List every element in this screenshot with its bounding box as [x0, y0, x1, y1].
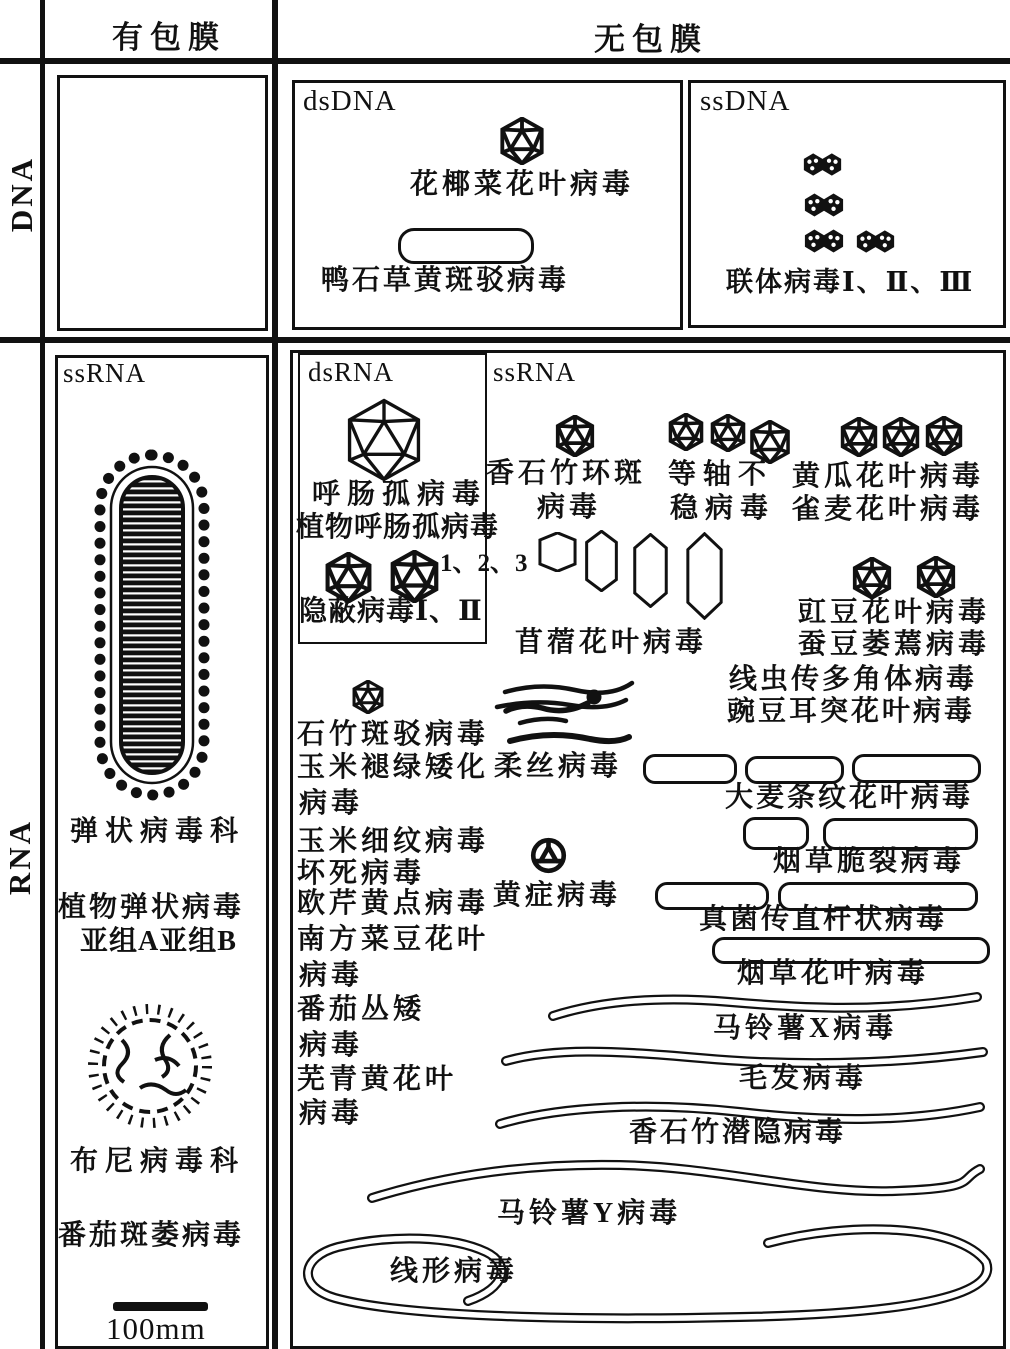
label-plant-rhabdovirus: 植物弹状病毒 — [58, 892, 245, 923]
label-tomato-bushy-stunt-line2: 病毒 — [299, 1030, 364, 1061]
label-filamentous-virus: 线形病毒 — [390, 1256, 519, 1287]
bacilliform-icons — [540, 531, 721, 618]
title-dsrna: dsRNA — [308, 357, 395, 387]
label-pea-enation-mosaic-virus: 豌豆耳突花叶病毒 — [727, 696, 976, 727]
label-subgroup-a-b: 亚组A亚组B — [80, 926, 237, 957]
label-potato-virus-y: 马铃薯Y病毒 — [497, 1198, 682, 1229]
bacilliform-capsule — [398, 228, 534, 264]
label-rhabdoviridae: 弹状病毒科 — [70, 816, 246, 847]
title-ssrna-enveloped: ssRNA — [63, 358, 147, 388]
plant-reovirus-icon — [328, 554, 370, 602]
row-label-rna: RNA — [2, 818, 37, 896]
scale-label: 100mm — [106, 1311, 206, 1346]
label-maize-chlorotic-dwarf-line1: 玉米褪绿矮化 — [297, 752, 490, 783]
label-plant-reovirus: 植物呼肠孤病毒 — [296, 512, 500, 543]
label-turnip-yellow-mosaic-line2: 病毒 — [299, 1098, 364, 1129]
label-alfalfa-mosaic-virus: 苜蓿花叶病毒 — [515, 627, 708, 658]
label-capillovirus: 毛发病毒 — [739, 1063, 868, 1094]
label-carnation-ringspot-line1: 香石竹环斑 — [486, 458, 647, 489]
label-maize-fine-stripe-virus: 玉米细纹病毒 — [297, 826, 490, 857]
label-carnation-latent-virus: 香石竹潜隐病毒 — [629, 1117, 847, 1148]
label-reovirus: 呼肠孤病毒 — [312, 479, 488, 510]
label-necrosis-virus: 坏死病毒 — [297, 858, 426, 889]
label-luteovirus: 黄症病毒 — [493, 880, 622, 911]
title-ssrna-naked: ssRNA — [493, 357, 577, 387]
label-nematode-polyhedral-virus: 线虫传多角体病毒 — [729, 664, 978, 695]
label-carnation-mottle-virus: 石竹斑驳病毒 — [297, 719, 490, 750]
geminivirus-icons — [804, 153, 894, 252]
label-parsley-yellow-fleck-virus: 欧芹黄点病毒 — [297, 888, 490, 919]
luteovirus-icon — [533, 840, 564, 871]
label-isometric-labile-line2: 稳病毒 — [670, 493, 776, 524]
plant-reovirus-icon — [393, 552, 436, 602]
label-cowpea-mosaic-virus: 豇豆花叶病毒 — [798, 597, 991, 628]
rod-particle — [745, 756, 844, 784]
label-fungus-transmitted-rod-virus: 真菌传直杆状病毒 — [699, 904, 948, 935]
reovirus-icon — [350, 401, 419, 480]
label-geminivirus: 联体病毒Ⅰ、Ⅱ、Ⅲ — [726, 267, 975, 297]
label-southern-bean-mosaic-line2: 病毒 — [299, 960, 364, 991]
label-maize-chlorotic-dwarf-line2: 病毒 — [299, 788, 364, 819]
title-dsdna: dsDNA — [303, 85, 397, 117]
rhabdovirus-particle — [100, 455, 204, 795]
label-carnation-ringspot-line2: 病毒 — [537, 492, 602, 523]
label-brome-mosaic-virus: 雀麦花叶病毒 — [792, 494, 985, 525]
scale-bar — [113, 1302, 208, 1311]
label-cucumber-mosaic-virus: 黄瓜花叶病毒 — [792, 461, 985, 492]
label-commelina-yellow-mottle-virus: 鸭石草黄斑驳病毒 — [321, 265, 570, 296]
header-non-enveloped: 无包膜 — [594, 22, 708, 57]
label-cauliflower-mosaic-virus: 花椰菜花叶病毒 — [410, 169, 635, 200]
row-label-dna: DNA — [4, 155, 39, 233]
label-tomato-spotted-wilt-virus: 番茄斑萎病毒 — [58, 1220, 245, 1251]
filament-squiggles — [497, 683, 632, 741]
label-tobacco-mosaic-virus: 烟草花叶病毒 — [737, 958, 930, 989]
label-bunyaviridae: 布尼病毒科 — [70, 1146, 246, 1177]
label-cryptovirus: 隐蔽病毒Ⅰ、Ⅱ — [299, 596, 483, 627]
rod-particle — [643, 754, 737, 784]
rod-particle — [852, 754, 981, 783]
label-tobacco-rattle-virus: 烟草脆裂病毒 — [773, 846, 966, 877]
title-ssdna: ssDNA — [700, 85, 791, 117]
label-tomato-bushy-stunt-line1: 番茄丛矮 — [297, 994, 426, 1025]
label-barley-stripe-mosaic-virus: 大麦条纹花叶病毒 — [725, 782, 974, 813]
label-isometric-labile-line1: 等轴不 — [668, 459, 774, 490]
header-enveloped: 有包膜 — [112, 20, 226, 55]
label-rousi-virus: 柔丝病毒 — [494, 751, 623, 782]
icosahedron-icon — [502, 118, 541, 163]
label-southern-bean-mosaic-line1: 南方菜豆花叶 — [297, 924, 490, 955]
label-broad-bean-wilt-virus: 蚕豆萎蔫病毒 — [798, 629, 991, 660]
bunyavirus-particle — [93, 1009, 207, 1123]
label-potato-virus-x: 马铃薯X病毒 — [713, 1013, 898, 1044]
label-plant-reovirus-numbers: 1、2、3 — [440, 550, 528, 577]
label-turnip-yellow-mosaic-line1: 芜青黄花叶 — [297, 1064, 458, 1095]
